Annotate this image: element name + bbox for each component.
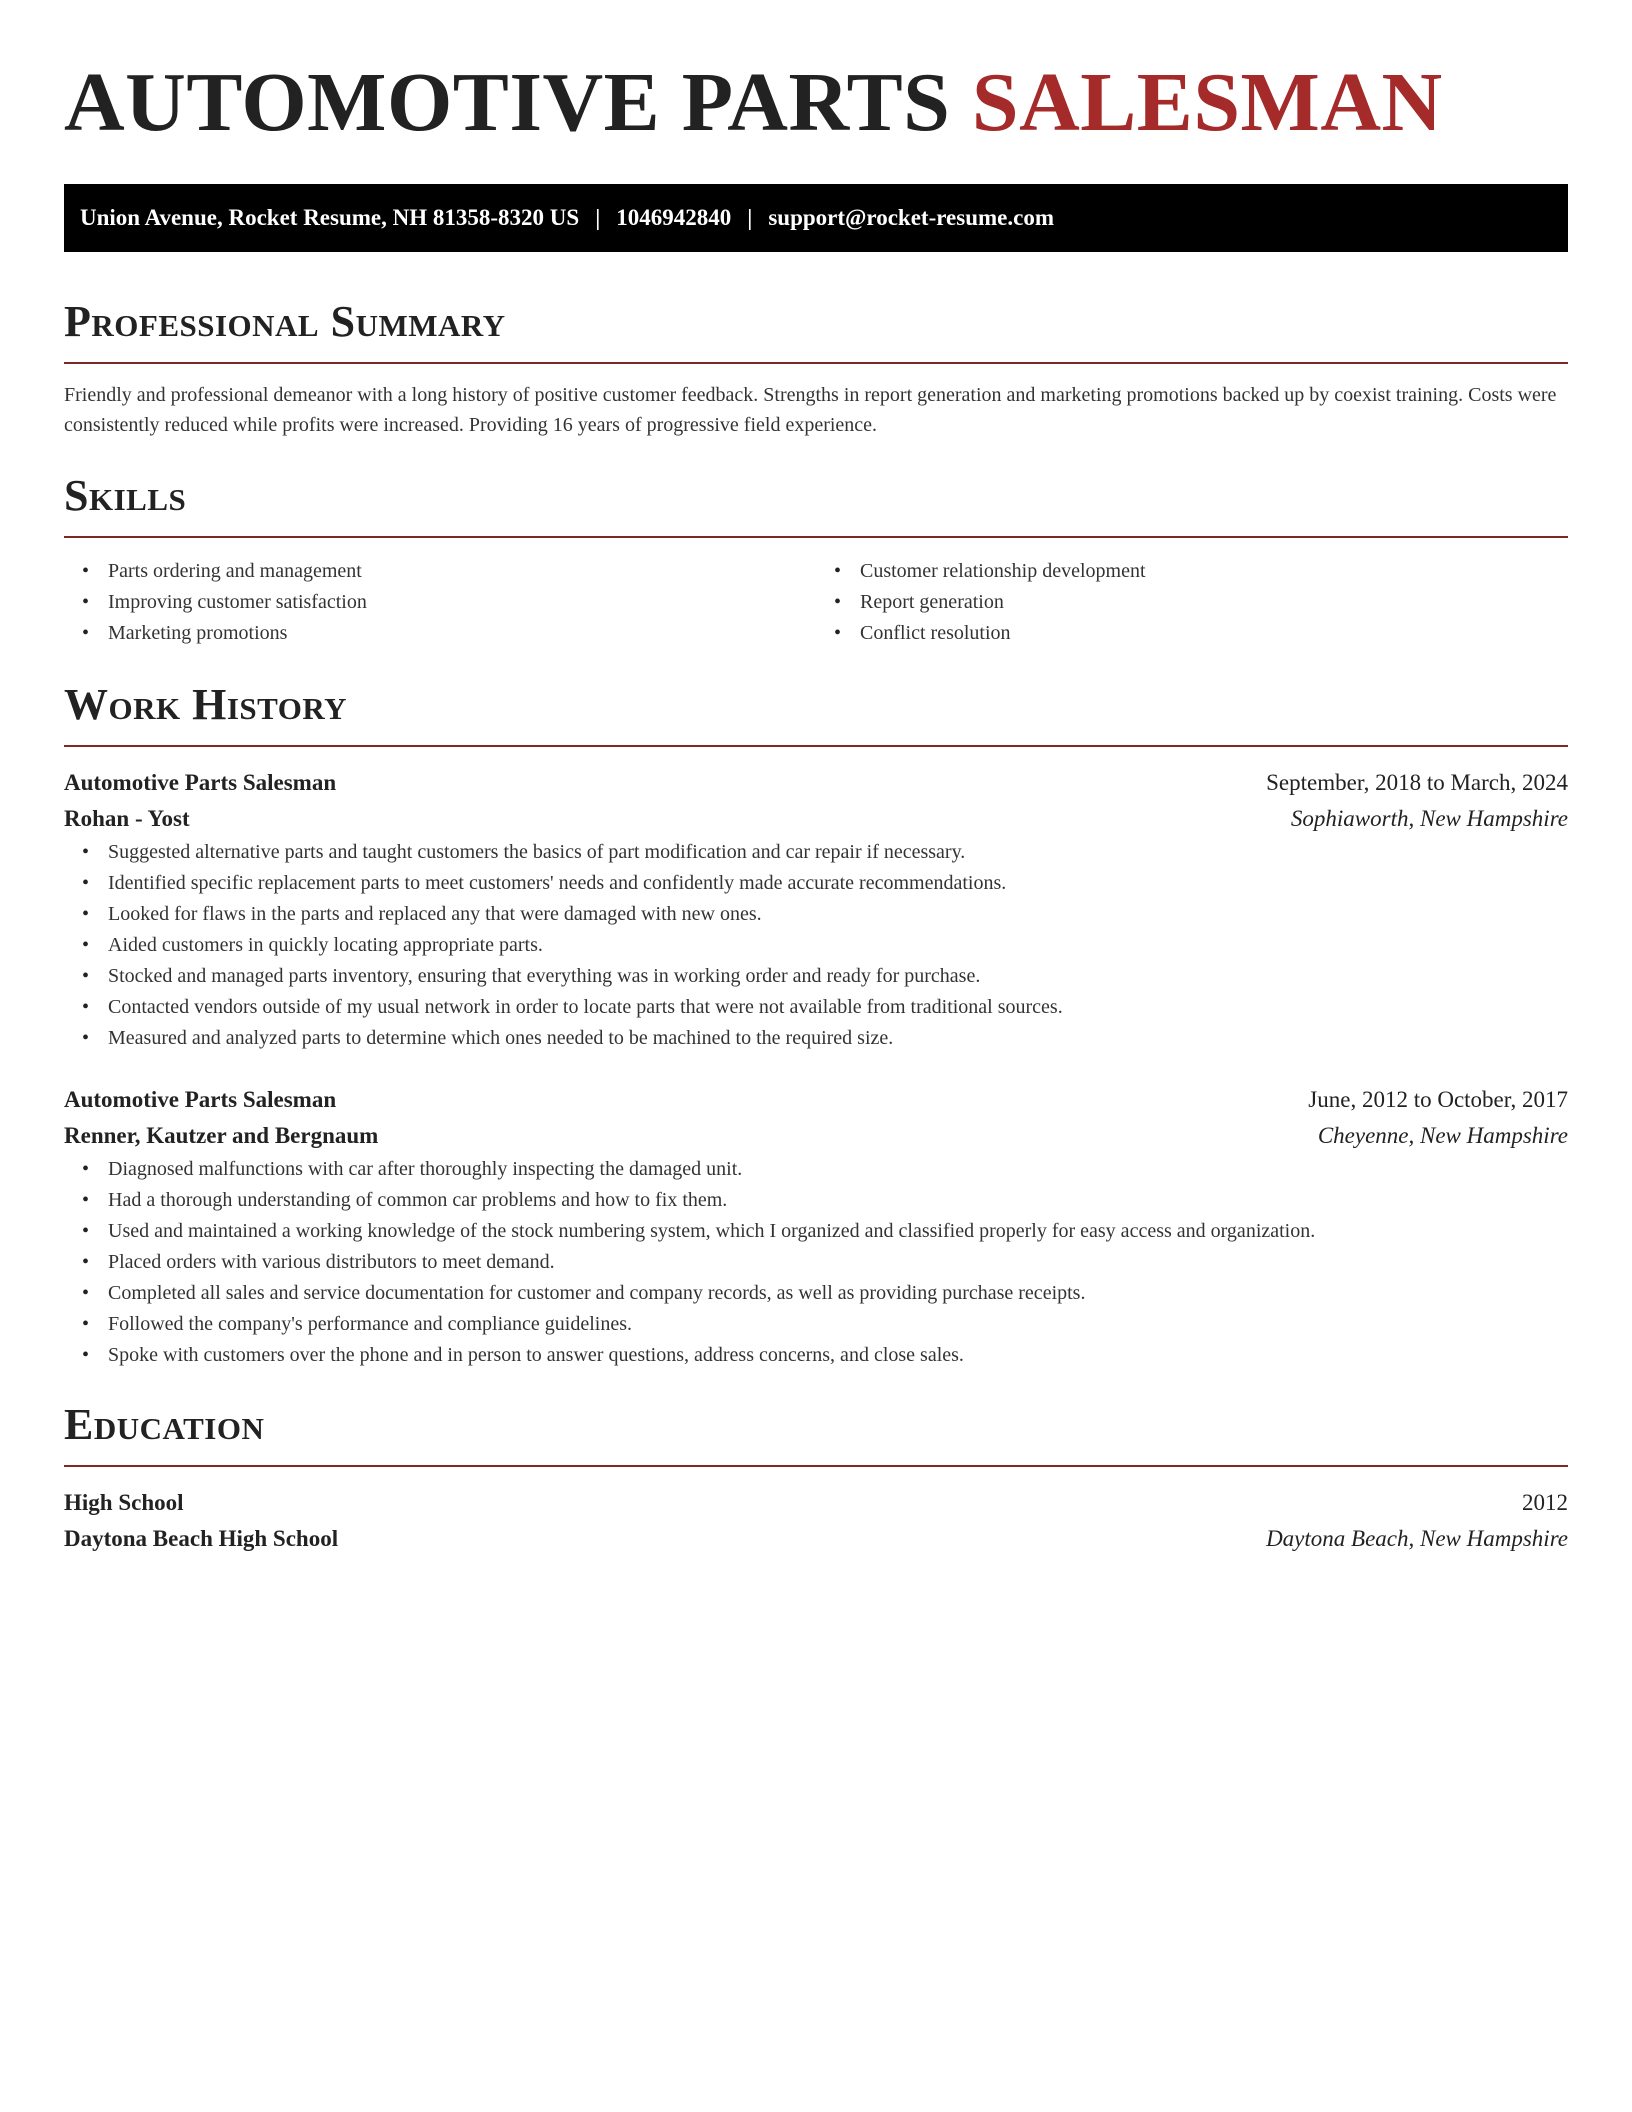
job-company: Rohan - Yost bbox=[64, 806, 190, 831]
contact-email: support@rocket-resume.com bbox=[768, 205, 1054, 230]
job-location: Sophiaworth, New Hampshire bbox=[1290, 806, 1568, 831]
education-entry bbox=[64, 1485, 1568, 1557]
contact-separator: | bbox=[747, 205, 753, 230]
resume-name bbox=[64, 56, 1568, 150]
skill-item: • Customer relationship development bbox=[860, 556, 1568, 587]
job-duty-item: • Aided customers in quickly locating appropriate parts. bbox=[108, 930, 1568, 961]
skill-item: • Report generation bbox=[860, 587, 1568, 618]
job-duty-item: • Measured and analyzed parts to determine which ones needed to be machined to the required size. bbox=[108, 1023, 1568, 1054]
education-degree: High School bbox=[64, 1490, 184, 1515]
skills-grid bbox=[64, 556, 1568, 649]
job-dates: June, 2012 to October, 2017 bbox=[1308, 1087, 1568, 1112]
job-duty-item: • Spoke with customers over the phone and in person to answer questions, address concerns, and close sales. bbox=[108, 1340, 1568, 1371]
education-heading: Education bbox=[64, 1400, 265, 1449]
job-duty-item: • Diagnosed malfunctions with car after thoroughly inspecting the damaged unit. bbox=[108, 1154, 1568, 1185]
job-duties-list bbox=[64, 1154, 1568, 1371]
contact-phone: 1046942840 bbox=[616, 205, 732, 230]
job-duty-item: • Suggested alternative parts and taught customers the basics of part modification and car repair if necessary. bbox=[108, 837, 1568, 868]
summary-heading: Professional Summary bbox=[64, 297, 506, 346]
work-history-heading: Work History bbox=[64, 680, 348, 729]
contact-address: Union Avenue, Rocket Resume, NH 81358-8320 US bbox=[80, 205, 580, 230]
contact-separator: | bbox=[595, 205, 601, 230]
skills-column-right bbox=[816, 556, 1568, 649]
skill-item: • Conflict resolution bbox=[860, 618, 1568, 649]
job-duty-item: • Looked for flaws in the parts and replaced any that were damaged with new ones. bbox=[108, 899, 1568, 930]
section-divider bbox=[64, 362, 1568, 364]
skills-column-left bbox=[64, 556, 816, 649]
job-duty-item: • Followed the company's performance and compliance guidelines. bbox=[108, 1309, 1568, 1340]
contact-bar bbox=[64, 184, 1568, 252]
skill-item: • Marketing promotions bbox=[108, 618, 816, 649]
job-duty-item: • Identified specific replacement parts to meet customers' needs and confidently made accurate recommendations. bbox=[108, 868, 1568, 899]
job-header-row bbox=[64, 1082, 1568, 1118]
job-header-row bbox=[64, 765, 1568, 801]
job-duty-item: • Had a thorough understanding of common car problems and how to fix them. bbox=[108, 1185, 1568, 1216]
section-divider bbox=[64, 1465, 1568, 1467]
job-entry bbox=[64, 1082, 1568, 1371]
job-duty-item: • Placed orders with various distributors to meet demand. bbox=[108, 1247, 1568, 1278]
name-accent: SALESMAN bbox=[971, 56, 1443, 149]
education-school: Daytona Beach High School bbox=[64, 1526, 339, 1551]
job-duty-item: • Contacted vendors outside of my usual network in order to locate parts that were not available from traditional sources. bbox=[108, 992, 1568, 1023]
education-location: Daytona Beach, New Hampshire bbox=[1266, 1526, 1568, 1551]
education-section bbox=[64, 1399, 1568, 1557]
name-main: AUTOMOTIVE PARTS bbox=[64, 56, 951, 149]
job-company-row bbox=[64, 1118, 1568, 1154]
work-history-section bbox=[64, 679, 1568, 1371]
summary-section bbox=[64, 296, 1568, 440]
job-entry bbox=[64, 765, 1568, 1054]
job-duty-item: • Completed all sales and service documentation for customer and company records, as well as providing purchase receipts. bbox=[108, 1278, 1568, 1309]
job-duties-list bbox=[64, 837, 1568, 1054]
skills-section bbox=[64, 470, 1568, 649]
summary-text: Friendly and professional demeanor with a long history of positive customer feedback. Strengths in report generation and marketing promotions backed up by coexist training. Costs were consistently reduced while profits were increased. Providing 16 years of progressive field experience. bbox=[64, 384, 1557, 436]
job-duty-item: • Stocked and managed parts inventory, ensuring that everything was in working order and ready for purchase. bbox=[108, 961, 1568, 992]
education-school-row bbox=[64, 1521, 1568, 1557]
skill-item: • Parts ordering and management bbox=[108, 556, 816, 587]
section-divider bbox=[64, 536, 1568, 538]
job-title: Automotive Parts Salesman bbox=[64, 1087, 337, 1112]
education-degree-row bbox=[64, 1485, 1568, 1521]
skills-heading: Skills bbox=[64, 471, 187, 520]
job-title: Automotive Parts Salesman bbox=[64, 770, 337, 795]
job-location: Cheyenne, New Hampshire bbox=[1317, 1123, 1568, 1148]
job-company-row bbox=[64, 801, 1568, 837]
job-company: Renner, Kautzer and Bergnaum bbox=[64, 1123, 379, 1148]
job-dates: September, 2018 to March, 2024 bbox=[1266, 770, 1568, 795]
section-divider bbox=[64, 745, 1568, 747]
education-year: 2012 bbox=[1522, 1490, 1568, 1515]
job-duty-item: • Used and maintained a working knowledge of the stock numbering system, which I organized and classified properly for easy access and organization. bbox=[108, 1216, 1568, 1247]
skill-item: • Improving customer satisfaction bbox=[108, 587, 816, 618]
